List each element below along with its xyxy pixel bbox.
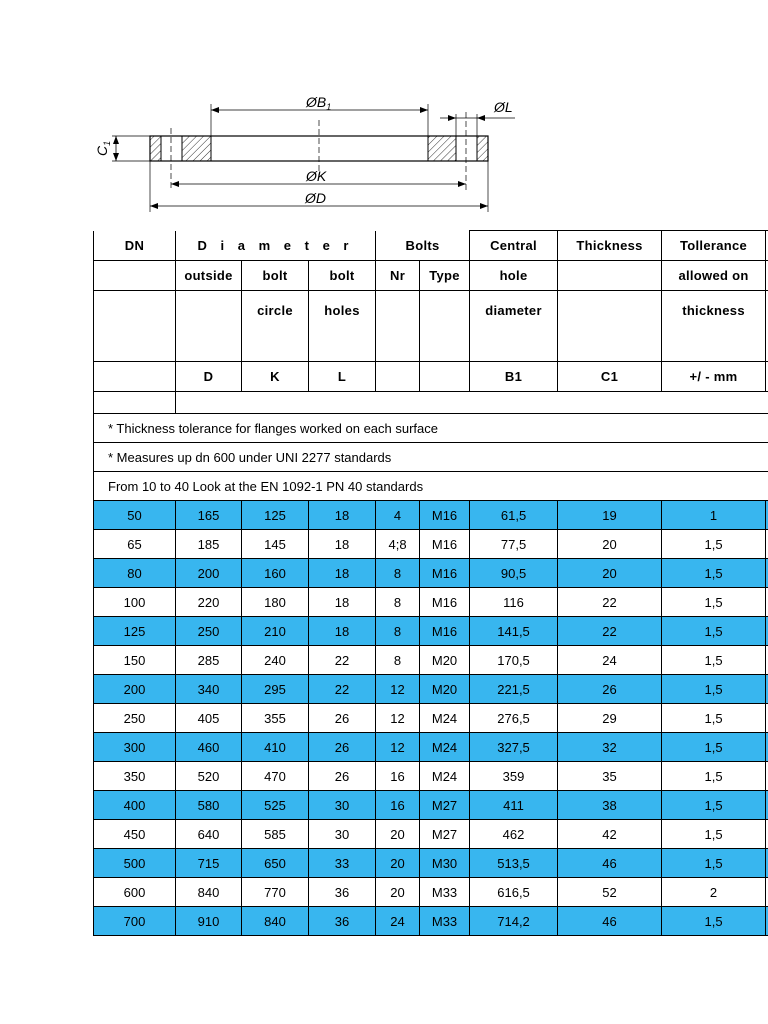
cell-thickness: 46	[558, 849, 662, 878]
col-hole-header: hole	[470, 261, 558, 291]
cell-bolt-holes: 26	[309, 733, 376, 762]
cell-tolerance: 1,5	[662, 559, 766, 588]
cell-tolerance: 1,5	[662, 617, 766, 646]
col-bolts-header: Bolts	[376, 231, 470, 261]
table-row	[94, 733, 768, 762]
cell-bolt-holes: 36	[309, 878, 376, 907]
cell-type: M33	[420, 907, 470, 936]
cell-outside: 340	[176, 675, 242, 704]
cell-dn: 200	[94, 675, 176, 704]
cell-bolt-circle: 355	[242, 704, 309, 733]
cell-thickness: 22	[558, 588, 662, 617]
header-blank	[94, 291, 176, 362]
blank-row	[94, 392, 768, 414]
header-row-4	[94, 362, 768, 392]
cell-dn: 65	[94, 530, 176, 559]
cell-tolerance: 1	[662, 501, 766, 530]
cell-type: M16	[420, 588, 470, 617]
cell-thickness: 42	[558, 820, 662, 849]
cell-outside: 580	[176, 791, 242, 820]
cell-bolt-holes: 18	[309, 588, 376, 617]
label-b1: $ØB_1$	[306, 94, 332, 112]
header-blank	[558, 261, 662, 291]
cell-thickness: 19	[558, 501, 662, 530]
cell-hole: 714,2	[470, 907, 558, 936]
table-row	[94, 559, 768, 588]
cell-thickness: 22	[558, 617, 662, 646]
col-allowed-header: allowed on	[662, 261, 766, 291]
col-diameter-header: D i a m e t e r	[176, 231, 376, 261]
cell-type: M16	[420, 501, 470, 530]
cell-type: M27	[420, 791, 470, 820]
cell-dn: 100	[94, 588, 176, 617]
cell-outside: 285	[176, 646, 242, 675]
cell-dn: 125	[94, 617, 176, 646]
note-uni-standard: * Measures up dn 600 under UNI 2277 standards	[94, 443, 768, 472]
header-row-3	[94, 291, 768, 362]
blank-cell	[176, 392, 768, 414]
cell-thickness: 46	[558, 907, 662, 936]
header-blank	[376, 291, 420, 362]
cell-bolt-circle: 295	[242, 675, 309, 704]
table-row	[94, 530, 768, 559]
label-l: ØL	[494, 99, 513, 115]
cell-thickness: 35	[558, 762, 662, 791]
table-row	[94, 878, 768, 907]
header-row-2	[94, 261, 768, 291]
cell-type: M33	[420, 878, 470, 907]
header-blank	[94, 261, 176, 291]
cell-type: M24	[420, 733, 470, 762]
cell-nr: 24	[376, 907, 420, 936]
col-l-symbol: L	[309, 362, 376, 392]
cell-dn: 80	[94, 559, 176, 588]
cell-bolt-holes: 30	[309, 791, 376, 820]
col-central-header: Central	[470, 231, 558, 261]
col-type-header: Type	[420, 261, 470, 291]
cell-bolt-holes: 33	[309, 849, 376, 878]
cell-hole: 462	[470, 820, 558, 849]
col-b1-symbol: B1	[470, 362, 558, 392]
cell-nr: 12	[376, 733, 420, 762]
cell-outside: 220	[176, 588, 242, 617]
note-en-standard: From 10 to 40 Look at the EN 1092-1 PN 40 standards	[94, 472, 768, 501]
cell-bolt-circle: 650	[242, 849, 309, 878]
cell-bolt-holes: 26	[309, 704, 376, 733]
cell-outside: 520	[176, 762, 242, 791]
cell-bolt-holes: 30	[309, 820, 376, 849]
cell-hole: 90,5	[470, 559, 558, 588]
flange-spec-table	[93, 230, 768, 936]
cell-dn: 600	[94, 878, 176, 907]
cell-nr: 20	[376, 878, 420, 907]
cell-bolt-holes: 18	[309, 501, 376, 530]
cell-dn: 50	[94, 501, 176, 530]
table-row	[94, 762, 768, 791]
cell-bolt-circle: 180	[242, 588, 309, 617]
table-row	[94, 646, 768, 675]
cell-bolt-circle: 210	[242, 617, 309, 646]
cell-hole: 616,5	[470, 878, 558, 907]
table-row	[94, 588, 768, 617]
cell-bolt-circle: 840	[242, 907, 309, 936]
cell-tolerance: 1,5	[662, 530, 766, 559]
cell-dn: 450	[94, 820, 176, 849]
note-row	[94, 443, 768, 472]
blank-cell	[94, 392, 176, 414]
cell-bolt-circle: 470	[242, 762, 309, 791]
cell-bolt-circle: 145	[242, 530, 309, 559]
cell-type: M24	[420, 704, 470, 733]
cell-tolerance: 1,5	[662, 820, 766, 849]
cell-type: M20	[420, 675, 470, 704]
cell-thickness: 38	[558, 791, 662, 820]
header-blank	[94, 362, 176, 392]
col-nr-header: Nr	[376, 261, 420, 291]
col-holes-header: holes	[309, 291, 376, 362]
cell-bolt-holes: 22	[309, 675, 376, 704]
flange-drawing	[0, 0, 768, 225]
cell-bolt-circle: 770	[242, 878, 309, 907]
header-row-1	[94, 231, 768, 261]
col-diameter-sub-header: diameter	[470, 291, 558, 362]
cell-hole: 141,5	[470, 617, 558, 646]
table-row	[94, 849, 768, 878]
note-thickness-tolerance: * Thickness tolerance for flanges worked on each surface	[94, 414, 768, 443]
cell-nr: 4;8	[376, 530, 420, 559]
cell-bolt-circle: 585	[242, 820, 309, 849]
table-row	[94, 704, 768, 733]
col-thickness-header: Thickness	[558, 231, 662, 261]
cell-bolt-circle: 160	[242, 559, 309, 588]
cell-bolt-circle: 525	[242, 791, 309, 820]
cell-type: M24	[420, 762, 470, 791]
label-d: ØD	[305, 190, 326, 206]
cell-dn: 300	[94, 733, 176, 762]
cell-hole: 411	[470, 791, 558, 820]
cell-nr: 4	[376, 501, 420, 530]
cell-tolerance: 1,5	[662, 733, 766, 762]
header-blank	[176, 291, 242, 362]
cell-type: M16	[420, 617, 470, 646]
note-row	[94, 414, 768, 443]
cell-hole: 513,5	[470, 849, 558, 878]
cell-type: M16	[420, 559, 470, 588]
cell-outside: 165	[176, 501, 242, 530]
cell-tolerance: 1,5	[662, 762, 766, 791]
cell-nr: 8	[376, 588, 420, 617]
table-row	[94, 907, 768, 936]
cell-dn: 250	[94, 704, 176, 733]
cell-thickness: 32	[558, 733, 662, 762]
cell-hole: 116	[470, 588, 558, 617]
cell-hole: 359	[470, 762, 558, 791]
cell-thickness: 52	[558, 878, 662, 907]
cell-bolt-holes: 18	[309, 530, 376, 559]
table-row	[94, 675, 768, 704]
cell-hole: 221,5	[470, 675, 558, 704]
cell-dn: 500	[94, 849, 176, 878]
col-tolerance-header: Tollerance	[662, 231, 766, 261]
col-tolerance-symbol: +/ - mm	[662, 362, 766, 392]
col-circle-header: circle	[242, 291, 309, 362]
cell-outside: 840	[176, 878, 242, 907]
cell-dn: 350	[94, 762, 176, 791]
cell-thickness: 24	[558, 646, 662, 675]
cell-hole: 327,5	[470, 733, 558, 762]
cell-thickness: 20	[558, 559, 662, 588]
cell-nr: 16	[376, 791, 420, 820]
cell-thickness: 20	[558, 530, 662, 559]
cell-bolt-holes: 18	[309, 559, 376, 588]
cell-nr: 8	[376, 617, 420, 646]
col-bolt-circle-header: bolt	[242, 261, 309, 291]
col-thickness-sub-header: thickness	[662, 291, 766, 362]
cell-hole: 61,5	[470, 501, 558, 530]
cell-outside: 460	[176, 733, 242, 762]
cell-nr: 8	[376, 559, 420, 588]
cell-outside: 185	[176, 530, 242, 559]
table-row	[94, 617, 768, 646]
cell-tolerance: 1,5	[662, 907, 766, 936]
cell-nr: 8	[376, 646, 420, 675]
table-row	[94, 791, 768, 820]
header-blank	[376, 362, 420, 392]
cell-bolt-holes: 18	[309, 617, 376, 646]
col-k-symbol: K	[242, 362, 309, 392]
cell-nr: 20	[376, 820, 420, 849]
table-row	[94, 820, 768, 849]
cell-tolerance: 1,5	[662, 704, 766, 733]
label-c: $C_1$	[94, 140, 112, 156]
cell-outside: 200	[176, 559, 242, 588]
cell-outside: 910	[176, 907, 242, 936]
cell-nr: 20	[376, 849, 420, 878]
cell-outside: 250	[176, 617, 242, 646]
header-blank	[420, 362, 470, 392]
cell-dn: 150	[94, 646, 176, 675]
cell-type: M27	[420, 820, 470, 849]
cell-outside: 715	[176, 849, 242, 878]
cell-hole: 77,5	[470, 530, 558, 559]
cell-thickness: 29	[558, 704, 662, 733]
cell-hole: 170,5	[470, 646, 558, 675]
note-row	[94, 472, 768, 501]
cell-nr: 16	[376, 762, 420, 791]
cell-type: M30	[420, 849, 470, 878]
cell-dn: 400	[94, 791, 176, 820]
cell-thickness: 26	[558, 675, 662, 704]
col-bolt-holes-header: bolt	[309, 261, 376, 291]
header-blank	[420, 291, 470, 362]
cell-hole: 276,5	[470, 704, 558, 733]
cell-tolerance: 1,5	[662, 791, 766, 820]
cell-tolerance: 1,5	[662, 646, 766, 675]
cell-outside: 405	[176, 704, 242, 733]
col-c1-symbol: C1	[558, 362, 662, 392]
cell-nr: 12	[376, 675, 420, 704]
cell-bolt-holes: 22	[309, 646, 376, 675]
cell-outside: 640	[176, 820, 242, 849]
cell-nr: 12	[376, 704, 420, 733]
cell-tolerance: 1,5	[662, 588, 766, 617]
table-row	[94, 501, 768, 530]
cell-bolt-holes: 36	[309, 907, 376, 936]
cell-tolerance: 1,5	[662, 675, 766, 704]
cell-dn: 700	[94, 907, 176, 936]
cell-bolt-circle: 240	[242, 646, 309, 675]
col-dn-header: DN	[94, 231, 176, 261]
cell-tolerance: 2	[662, 878, 766, 907]
cell-bolt-circle: 410	[242, 733, 309, 762]
header-blank	[558, 291, 662, 362]
cell-type: M16	[420, 530, 470, 559]
col-outside-header: outside	[176, 261, 242, 291]
cell-type: M20	[420, 646, 470, 675]
label-k: ØK	[306, 168, 327, 184]
cell-tolerance: 1,5	[662, 849, 766, 878]
cell-bolt-circle: 125	[242, 501, 309, 530]
col-d-symbol: D	[176, 362, 242, 392]
cell-bolt-holes: 26	[309, 762, 376, 791]
